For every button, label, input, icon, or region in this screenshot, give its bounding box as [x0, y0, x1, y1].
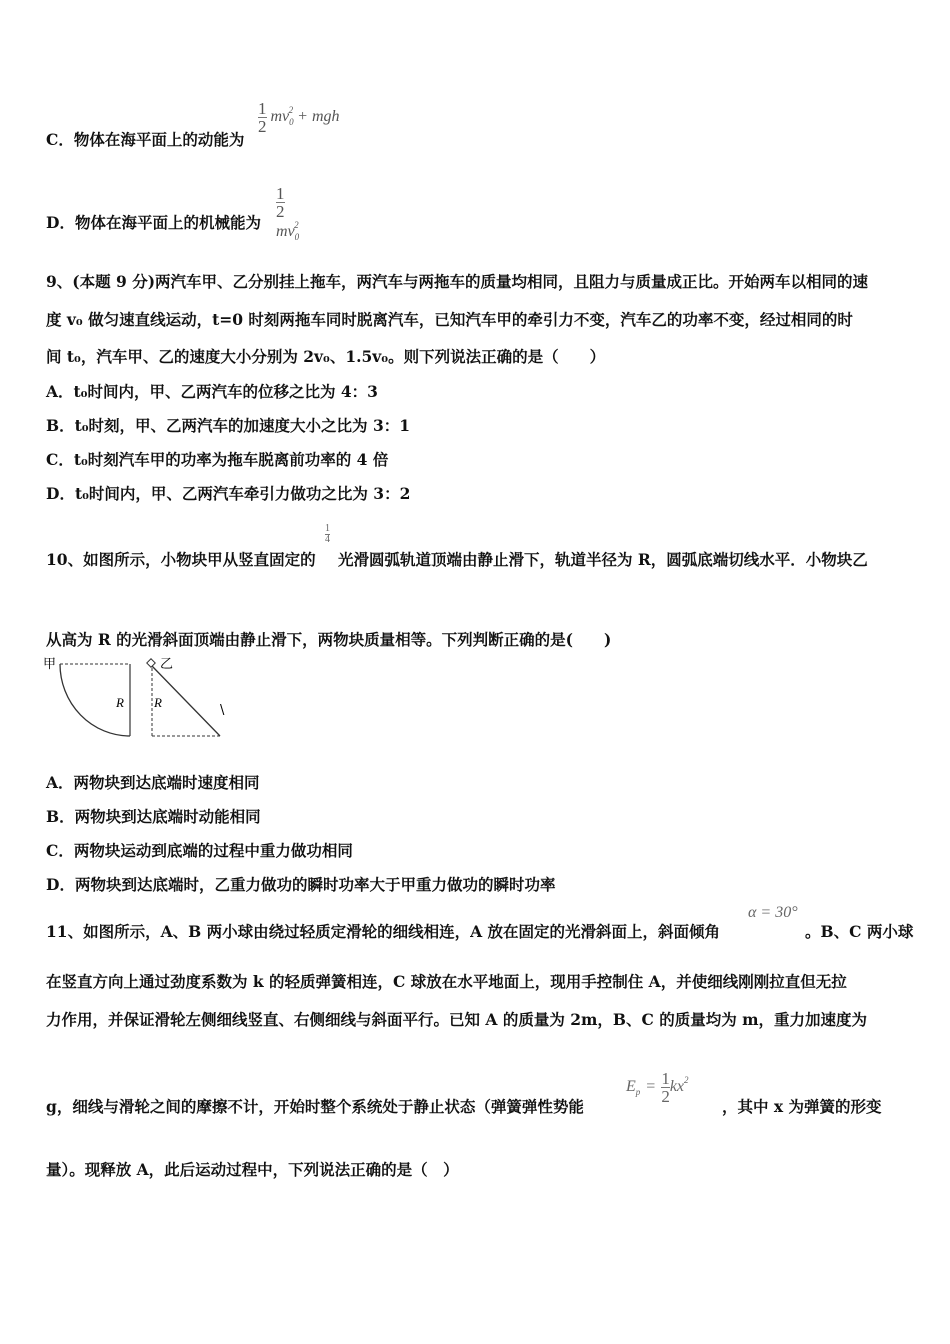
label-jia: 甲	[43, 657, 57, 672]
frac-den: 2	[661, 1087, 670, 1106]
label-yi: 乙	[160, 657, 174, 672]
q10-option-d: D．两物块到达底端时，乙重力做功的瞬时功率大于甲重力做功的瞬时功率	[46, 875, 556, 894]
kinetic-energy-formula	[258, 100, 340, 135]
mechanical-energy-formula	[276, 185, 311, 242]
sub-zero: 0	[289, 117, 294, 128]
q11-stem-line3: 力作用，并保证滑轮左侧细线竖直、右侧细线与斜面平行。已知 A 的质量为 2m，B、C 的质量均为 m，重力加速度为	[46, 1010, 868, 1029]
sup-two: 2	[294, 220, 299, 230]
frac-num: 1	[325, 523, 330, 534]
option-c-prev	[46, 128, 244, 150]
ep-lhs: E	[626, 1078, 636, 1096]
option-text: D．物体在海平面上的机械能为	[46, 213, 261, 232]
sup-two: 2	[288, 105, 294, 116]
alpha-formula: α = 30°	[748, 904, 798, 921]
q9-stem-line2: 度 v₀ 做匀速直线运动，t=0 时刻两拖车同时脱离汽车，已知汽车甲的牵引力不变，汽车乙的功率不变，经过相同的时	[46, 310, 853, 329]
quarter-fraction	[325, 524, 330, 545]
ep-sub: p	[635, 1087, 641, 1098]
q9-option-b: B．t₀时刻，甲、乙两汽车的加速度大小之比为 3：1	[46, 416, 411, 435]
label-r-arc: R	[116, 695, 124, 710]
frac-den: 4	[325, 534, 330, 545]
frac-den: 2	[258, 117, 267, 136]
q9-stem-line3: 间 t₀，汽车甲、乙的速度大小分别为 2v₀、1.5v₀。则下列说法正确的是（ ）	[46, 347, 606, 366]
sub-zero: 0	[294, 232, 300, 242]
q9-option-d: D．t₀时间内，甲、乙两汽车牵引力做功之比为 3：2	[46, 484, 411, 503]
frac-num: 1	[258, 99, 267, 118]
q11-stem-line5: 量）。现释放 A，此后运动过程中，下列说法正确的是（ ）	[46, 1160, 459, 1179]
q10-stem-line2: 从高为 R 的光滑斜面顶端由静止滑下，两物块质量相等。下列判断正确的是( )	[46, 630, 612, 649]
q9-option-a: A．t₀时间内，甲、乙两汽车的位移之比为 4：3	[46, 382, 378, 401]
q11-stem-line4a: g，细线与滑轮之间的摩擦不计，开始时整个系统处于静止状态（弹簧弹性势能	[46, 1097, 584, 1116]
stray-mark: \	[220, 703, 225, 718]
frac-num: 1	[276, 184, 285, 203]
sup-two: 2	[684, 1075, 689, 1086]
q10-stem-line1b: 光滑圆弧轨道顶端由静止滑下，轨道半径为 R，圆弧底端切线水平．小物块乙	[338, 550, 868, 569]
q10-stem-line1a: 10、如图所示，小物块甲从竖直固定的	[46, 550, 316, 569]
q10-option-b: B．两物块到达底端时动能相同	[46, 807, 261, 826]
ep-rhs: kx	[669, 1078, 685, 1096]
incline-slope	[152, 666, 220, 736]
ep-eq: =	[646, 1078, 656, 1096]
q11-stem-line1a: 11、如图所示，A、B 两小球由绕过轻质定滑轮的细线相连，A 放在固定的光滑斜面上，斜面倾角	[46, 922, 721, 941]
q9-stem-line1: 9、(本题 9 分)两汽车甲、乙分别挂上拖车，两汽车与两拖车的质量均相同，且阻力与质量成正比。开始两车以相同的速	[46, 272, 869, 291]
frac-num: 1	[661, 1069, 670, 1088]
option-d-prev	[46, 211, 261, 233]
formula-tail: + mgh	[297, 108, 340, 126]
q11-stem-line1b: 。B、C 两小球	[805, 922, 914, 941]
q10-option-c: C．两物块运动到底端的过程中重力做功相同	[46, 841, 353, 860]
formula-mv: mv	[276, 223, 295, 240]
q11-stem-line4b: ，其中 x 为弹簧的形变	[722, 1097, 882, 1116]
q9-option-c: C．t₀时刻汽车甲的功率为拖车脱离前功率的 4 倍	[46, 450, 389, 469]
q11-stem-line2: 在竖直方向上通过劲度系数为 k 的轻质弹簧相连，C 球放在水平地面上，现用手控制住 A，并使细线刚刚拉直但无拉	[46, 972, 847, 991]
block-yi	[147, 659, 155, 667]
formula-mv: mv	[270, 108, 290, 126]
frac-den: 2	[276, 202, 285, 221]
q10-option-a: A．两物块到达底端时速度相同	[46, 773, 260, 792]
label-r-incline: R	[154, 695, 162, 710]
spring-energy-formula	[626, 1070, 689, 1105]
option-text: C．物体在海平面上的动能为	[46, 130, 245, 149]
q10-figure	[40, 654, 240, 744]
